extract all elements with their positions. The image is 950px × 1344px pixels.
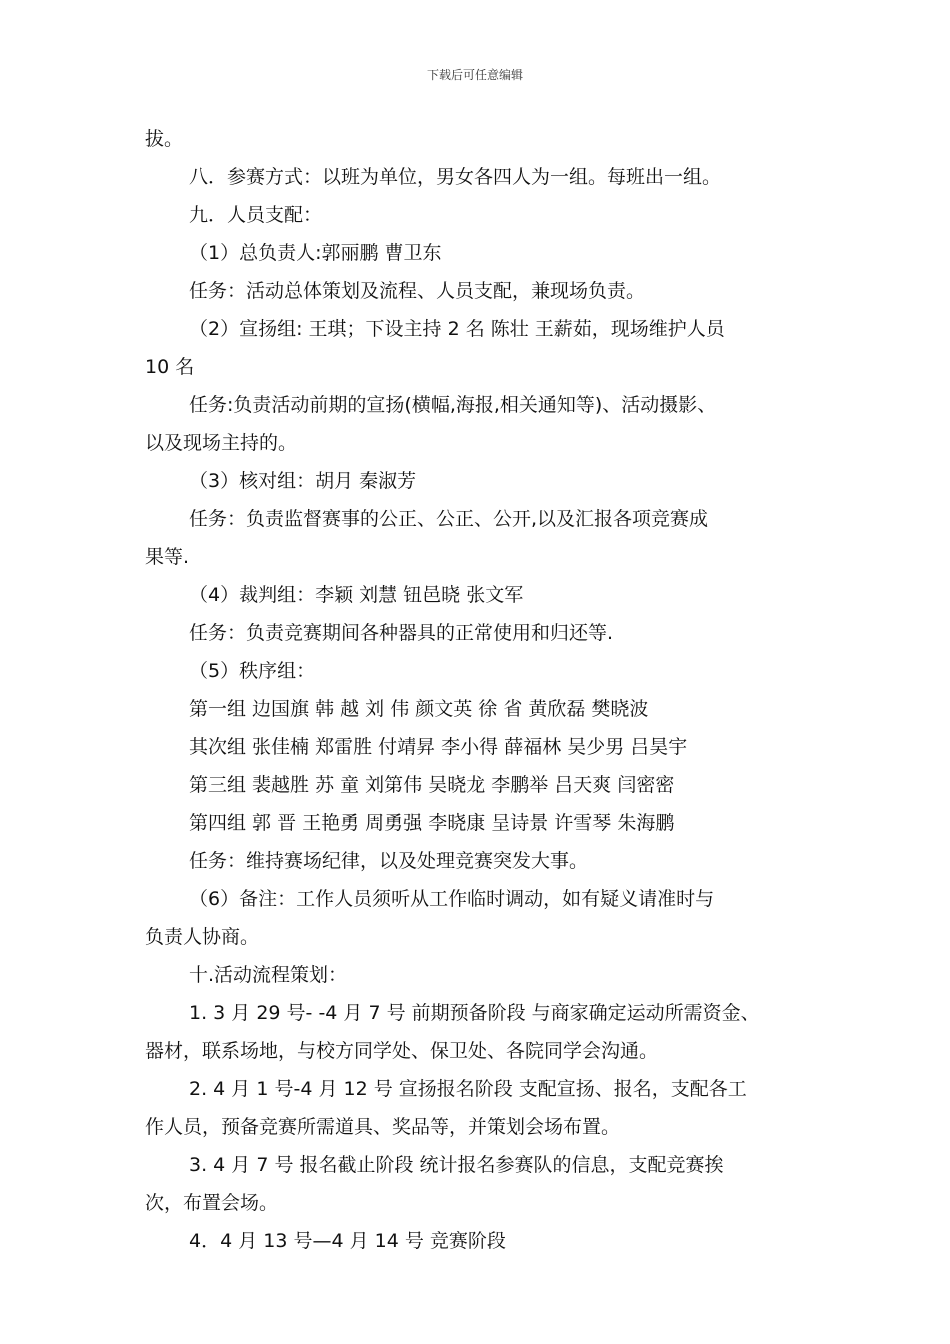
text-line: 任务：负责竞赛期间各种器具的正常使用和归还等. <box>189 622 614 644</box>
text-line: 任务:负责活动前期的宣扬(横幅,海报,相关通知等)、活动摄影、 <box>189 394 717 416</box>
text-line: （1）总负责人:郭丽鹏 曹卫东 <box>189 242 442 264</box>
text-line: （6）备注：工作人员须听从工作临时调动，如有疑义请准时与 <box>189 888 715 910</box>
text-line: 器材，联系场地，与校方同学处、保卫处、各院同学会沟通。 <box>145 1040 659 1062</box>
text-line: 次，布置会场。 <box>145 1192 279 1214</box>
text-line: 十.活动流程策划： <box>189 964 348 986</box>
text-line: 任务：维持赛场纪律，以及处理竞赛突发大事。 <box>189 850 589 872</box>
text-line: 1. 3 月 29 号- -4 月 7 号 前期预备阶段 与商家确定运动所需资金、 <box>189 1002 760 1024</box>
text-line: 负责人协商。 <box>145 926 260 948</box>
text-line: 以及现场主持的。 <box>145 432 298 454</box>
text-line: 10 名 <box>145 356 195 378</box>
text-line: （4）裁判组：李颖 刘慧 钮邑晓 张文军 <box>189 584 524 606</box>
text-line: 3. 4 月 7 号 报名截止阶段 统计报名参赛队的信息，支配竞赛挨 <box>189 1154 724 1176</box>
text-line: （2）宣扬组: 王琪；下设主持 2 名 陈壮 王薪茹，现场维护人员 <box>189 318 725 340</box>
text-line: 第四组 郭 晋 王艳勇 周勇强 李晓康 呈诗景 许雪琴 朱海鹏 <box>189 812 675 834</box>
text-line: 九．人员支配： <box>189 204 323 226</box>
document-body <box>145 120 815 1260</box>
text-line: 八．参赛方式：以班为单位，男女各四人为一组。每班出一组。 <box>189 166 722 188</box>
text-line: 2. 4 月 1 号-4 月 12 号 宣扬报名阶段 支配宣扬、报名，支配各工 <box>189 1078 747 1100</box>
text-line: 其次组 张佳楠 郑雷胜 付靖昇 李小得 薛福林 吴少男 吕昊宇 <box>189 736 688 758</box>
text-line: 任务：负责监督赛事的公正、公正、公开,以及汇报各项竞赛成 <box>189 508 709 530</box>
text-line: 第一组 边国旗 韩 越 刘 伟 颜文英 徐 省 黄欣磊 樊晓波 <box>189 698 649 720</box>
text-line: 作人员，预备竞赛所需道具、奖品等，并策划会场布置。 <box>145 1116 621 1138</box>
text-line: 4．4 月 13 号—4 月 14 号 竞赛阶段 <box>189 1230 506 1252</box>
text-line: 任务：活动总体策划及流程、人员支配，兼现场负责。 <box>189 280 646 302</box>
text-line: 果等. <box>145 546 190 568</box>
text-line: 拔。 <box>145 128 184 150</box>
page-header: 下载后可任意编辑 <box>426 68 523 82</box>
text-line: （5）秩序组： <box>189 660 316 682</box>
text-line: （3）核对组：胡月 秦淑芳 <box>189 470 417 492</box>
text-line: 第三组 裴越胜 苏 童 刘第伟 吴晓龙 李鹏举 吕天爽 闫密密 <box>189 774 675 796</box>
